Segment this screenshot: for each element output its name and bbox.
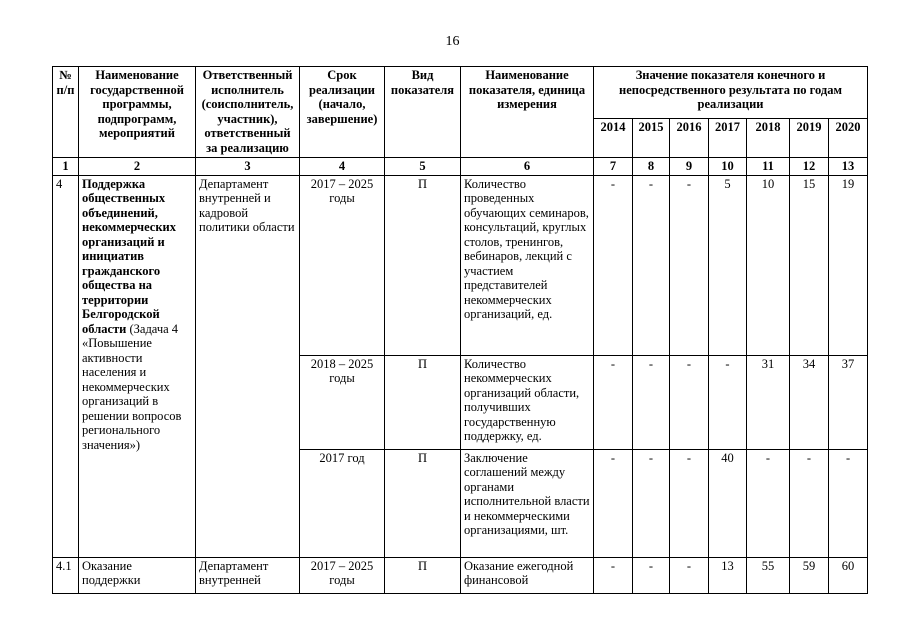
header-indicator: Наименование показателя, единица измерения (461, 67, 594, 158)
header-year: 2015 (633, 118, 670, 157)
row-term: 2017 – 2025 годы (300, 175, 385, 355)
header-name: Наименование государственной программы, подпрограмм, мероприятий (79, 67, 196, 158)
row-value: - (594, 175, 633, 355)
header-row (53, 67, 868, 119)
row-name-task: (Задача 4 «Повышение активности населения и некоммерческих организаций в решении вопросов регионального значения») (82, 321, 182, 452)
indicators-table (52, 66, 868, 594)
table-row (53, 175, 868, 355)
row-name: Оказание поддержки (79, 557, 196, 593)
column-number: 2 (79, 158, 196, 176)
row-term: 2017 – 2025 годы (300, 557, 385, 593)
column-number: 5 (385, 158, 461, 176)
row-value: - (594, 355, 633, 449)
column-number: 6 (461, 158, 594, 176)
row-value: 59 (790, 557, 829, 593)
row-type: П (385, 175, 461, 355)
row-value: 15 (790, 175, 829, 355)
row-value: - (594, 449, 633, 557)
header-type: Вид показателя (385, 67, 461, 158)
row-executor: Департамент внутренней (196, 557, 300, 593)
row-value: - (747, 449, 790, 557)
row-term: 2017 год (300, 449, 385, 557)
table-row (53, 557, 868, 593)
row-value: - (633, 449, 670, 557)
row-value: - (633, 355, 670, 449)
column-number: 1 (53, 158, 79, 176)
header-values-group: Значение показателя конечного и непосредственного результата по годам реализации (594, 67, 868, 119)
row-type: П (385, 355, 461, 449)
row-name-bold: Поддержка общественных объединений, некоммерческих организаций и инициатив гражданского общества на территории Белгородской области (82, 176, 176, 336)
row-value: 13 (709, 557, 747, 593)
column-number: 11 (747, 158, 790, 176)
row-value: - (670, 449, 709, 557)
row-name (79, 175, 196, 557)
header-year: 2014 (594, 118, 633, 157)
row-num: 4.1 (53, 557, 79, 593)
row-indicator: Заключение соглашений между органами исполнительной власти и некоммерческими организациями, шт. (461, 449, 594, 557)
row-type: П (385, 449, 461, 557)
row-value: 37 (829, 355, 868, 449)
row-value: 34 (790, 355, 829, 449)
row-value: 31 (747, 355, 790, 449)
header-executor: Ответственный исполнитель (соисполнитель, участник), ответственный за реализацию (196, 67, 300, 158)
row-value: - (790, 449, 829, 557)
row-value: 40 (709, 449, 747, 557)
row-value: - (709, 355, 747, 449)
header-term: Срок реализации (начало, завершение) (300, 67, 385, 158)
row-value: - (594, 557, 633, 593)
row-value: - (670, 557, 709, 593)
row-value: - (633, 175, 670, 355)
header-year: 2016 (670, 118, 709, 157)
row-value: 19 (829, 175, 868, 355)
row-indicator: Оказание ежегодной финансовой (461, 557, 594, 593)
header-year: 2020 (829, 118, 868, 157)
row-executor: Департамент внутренней и кадровой политики области (196, 175, 300, 557)
row-value: 55 (747, 557, 790, 593)
row-term: 2018 – 2025 годы (300, 355, 385, 449)
row-value: 10 (747, 175, 790, 355)
column-number: 13 (829, 158, 868, 176)
column-number: 10 (709, 158, 747, 176)
row-value: - (670, 175, 709, 355)
header-year: 2018 (747, 118, 790, 157)
row-value: - (829, 449, 868, 557)
column-number: 8 (633, 158, 670, 176)
column-number: 9 (670, 158, 709, 176)
column-number: 4 (300, 158, 385, 176)
row-num: 4 (53, 175, 79, 557)
header-year: 2017 (709, 118, 747, 157)
page-number: 16 (445, 34, 460, 49)
row-value: - (670, 355, 709, 449)
row-value: 5 (709, 175, 747, 355)
header-year: 2019 (790, 118, 829, 157)
column-number: 3 (196, 158, 300, 176)
row-indicator: Количество некоммерческих организаций области, получивших государственную поддержку, ед. (461, 355, 594, 449)
header-num: № п/п (53, 67, 79, 158)
row-type: П (385, 557, 461, 593)
row-value: - (633, 557, 670, 593)
column-number: 7 (594, 158, 633, 176)
row-value: 60 (829, 557, 868, 593)
column-number: 12 (790, 158, 829, 176)
row-indicator: Количество проведенных обучающих семинаров, консультаций, круглых столов, тренингов, вебинаров, лекций с участием представителей некоммерческих организаций, ед. (461, 175, 594, 355)
column-number-row (53, 158, 868, 176)
